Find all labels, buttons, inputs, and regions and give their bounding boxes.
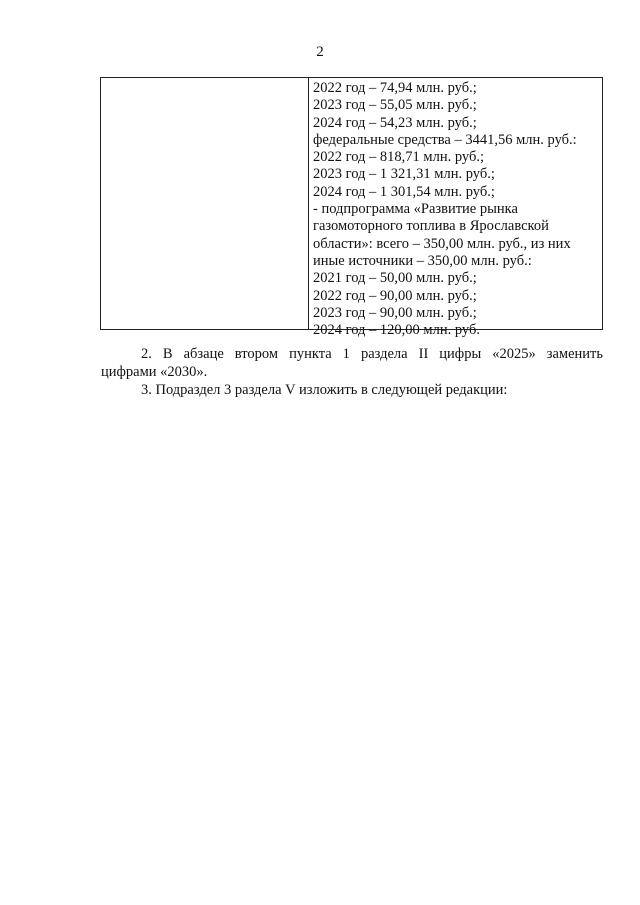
table-line: газомоторного топлива в Ярославской [313, 218, 549, 235]
table-line: 2023 год – 1 321,31 млн. руб.; [313, 166, 495, 183]
table-line: 2022 год – 90,00 млн. руб.; [313, 287, 477, 304]
table-line: 2023 год – 90,00 млн. руб.; [313, 304, 477, 321]
page-number: 2 [316, 44, 324, 60]
table-line: области»: всего – 350,00 млн. руб., из них [313, 235, 571, 252]
table-line: - подпрограмма «Развитие рынка [313, 201, 518, 218]
table-line: 2024 год – 1 301,54 млн. руб.; [313, 183, 495, 200]
paragraph-2 [101, 346, 603, 381]
table-line: федеральные средства – 3441,56 млн. руб.: [313, 131, 577, 148]
paragraph-3: 3. Подраздел 3 раздела V изложить в следующей редакции: [141, 382, 508, 398]
table-left-cell [101, 78, 309, 329]
paragraph-2-line-2: цифрами «2030». [101, 363, 208, 380]
table-line: 2024 год – 54,23 млн. руб.; [313, 114, 477, 131]
table-line: 2023 год – 55,05 млн. руб.; [313, 97, 477, 114]
table-line: 2022 год – 74,94 млн. руб.; [313, 80, 477, 96]
table-right-cell [309, 78, 602, 339]
table-line: иные источники – 350,00 млн. руб.: [313, 252, 532, 269]
paragraph-2-line-1: 2. В абзаце втором пункта 1 раздела II цифры «2025» заменить [141, 346, 603, 362]
table-line: 2021 год – 50,00 млн. руб.; [313, 270, 477, 287]
funding-table [100, 77, 603, 339]
table-line: 2024 год – 120,00 млн. руб. [313, 322, 480, 339]
table-line: 2022 год – 818,71 млн. руб.; [313, 149, 484, 166]
